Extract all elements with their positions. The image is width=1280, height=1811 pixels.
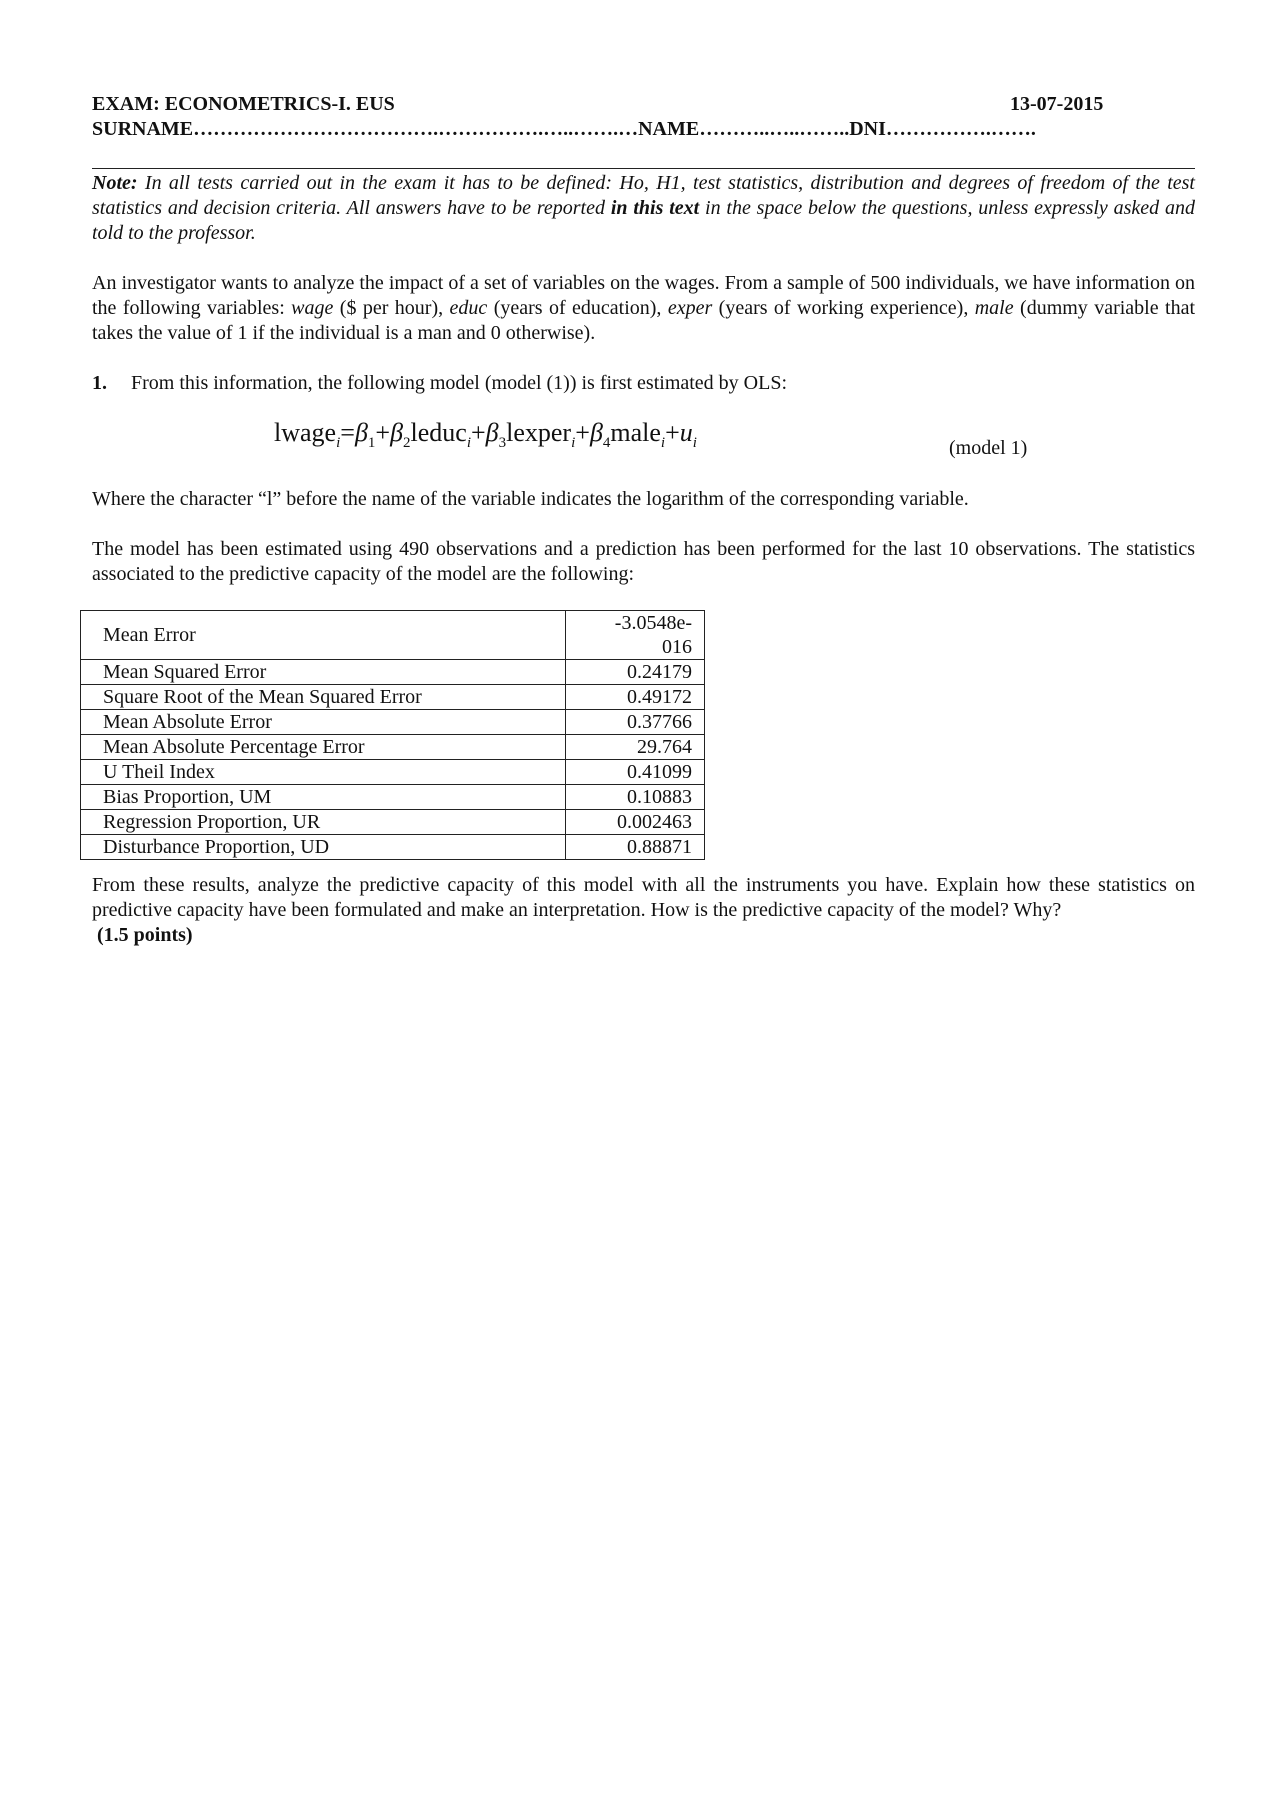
formula-equals: = bbox=[340, 418, 355, 447]
intro-text: (years of working experience), bbox=[712, 297, 975, 319]
where-paragraph: Where the character “l” before the name of the variable indicates the logarithm of the corresponding variable. bbox=[92, 488, 969, 510]
formula-beta: β bbox=[354, 418, 368, 447]
formula-beta: β bbox=[589, 418, 603, 447]
formula-plus: + bbox=[375, 418, 391, 447]
var-educ: educ bbox=[449, 297, 488, 319]
formula-u: u bbox=[679, 418, 693, 447]
formula-sub-i: i bbox=[692, 435, 697, 451]
var-male: male bbox=[974, 297, 1014, 319]
formula-sub-2: 2 bbox=[403, 435, 411, 451]
model-formula bbox=[274, 418, 697, 452]
table-row bbox=[81, 685, 705, 710]
stat-value: 0.37766 bbox=[566, 710, 705, 735]
stat-value: -3.0548e-016 bbox=[566, 611, 705, 660]
observations-paragraph: The model has been estimated using 490 observations and a prediction has been performed for the last 10 observations. The statistics associated to the predictive capacity of the model are the following: bbox=[92, 538, 1195, 585]
exam-title: EXAM: ECONOMETRICS-I. EUS bbox=[92, 93, 395, 115]
formula-lexper: lexper bbox=[506, 418, 572, 447]
formula-plus: + bbox=[575, 418, 590, 447]
formula-male: male bbox=[610, 418, 661, 447]
formula-sub-i: i bbox=[466, 435, 471, 451]
formula-sub-i: i bbox=[660, 435, 666, 451]
table-row bbox=[81, 660, 705, 685]
stat-label: Regression Proportion, UR bbox=[81, 810, 566, 835]
table-row bbox=[81, 810, 705, 835]
formula-sub-4: 4 bbox=[602, 435, 611, 451]
points-label: (1.5 points) bbox=[97, 924, 193, 946]
note-text-a: In all tests carried out in the exam it has to be defined: Ho, H1, test statistics, distribution and degrees of freedom of the test statistics and decision criteria. All answers have to be reported bbox=[92, 172, 1195, 219]
table-row bbox=[81, 710, 705, 735]
intro-text: An investigator wants to analyze the impact of a set of variables on the wages. From a sample of 500 individuals, we have information on the following variables: bbox=[92, 272, 1195, 319]
intro-paragraph bbox=[92, 271, 1195, 346]
stat-value: 0.88871 bbox=[566, 835, 705, 860]
intro-text: (dummy variable that takes the value of 1 if the individual is a man and 0 otherwise). bbox=[92, 297, 1196, 344]
formula-plus: + bbox=[471, 418, 486, 447]
stat-label: Mean Absolute Percentage Error bbox=[81, 735, 566, 760]
var-wage: wage bbox=[291, 297, 334, 319]
formula-sub-3: 3 bbox=[498, 435, 507, 451]
formula-sub-1: 1 bbox=[367, 435, 376, 451]
intro-text: (years of education), bbox=[487, 297, 668, 319]
formula-plus: + bbox=[665, 418, 680, 447]
results-question bbox=[92, 873, 1195, 948]
stat-label: Disturbance Proportion, UD bbox=[81, 835, 566, 860]
formula-sub-i: i bbox=[571, 435, 576, 451]
stat-label: Square Root of the Mean Squared Error bbox=[81, 685, 566, 710]
model-label: (model 1) bbox=[949, 437, 1028, 459]
stat-label: U Theil Index bbox=[81, 760, 566, 785]
stat-value: 0.41099 bbox=[566, 760, 705, 785]
table-row bbox=[81, 785, 705, 810]
header-divider bbox=[92, 168, 1195, 169]
student-id-line: SURNAME……………………………….…………….…..…….…NAME………..…..……..DNI…………….……. bbox=[92, 118, 1036, 140]
stat-value: 0.24179 bbox=[566, 660, 705, 685]
stat-value: 0.002463 bbox=[566, 810, 705, 835]
table-row bbox=[81, 760, 705, 785]
table-row bbox=[81, 835, 705, 860]
note-paragraph bbox=[92, 171, 1195, 246]
note-text-b: in the space below the questions, unless expressly asked and told to the professor. bbox=[92, 197, 1195, 244]
question-1 bbox=[92, 371, 1195, 396]
stat-label: Mean Error bbox=[81, 611, 566, 660]
stat-label: Bias Proportion, UM bbox=[81, 785, 566, 810]
note-emphasis: in this text bbox=[610, 197, 700, 219]
stat-value: 0.10883 bbox=[566, 785, 705, 810]
question-number: 1. bbox=[92, 372, 107, 394]
formula-beta: β bbox=[390, 418, 404, 447]
stat-label: Mean Absolute Error bbox=[81, 710, 566, 735]
prediction-stats-table bbox=[80, 610, 705, 860]
stat-value: 29.764 bbox=[566, 735, 705, 760]
formula-beta: β bbox=[485, 418, 499, 447]
formula-sub-i: i bbox=[336, 435, 341, 451]
results-text: From these results, analyze the predictive capacity of this model with all the instruments you have. Explain how these statistics on predictive capacity have been formulated and make an interpretation. How is the predictive capacity of the model? Why? bbox=[92, 874, 1195, 921]
question-text: From this information, the following model (model (1)) is first estimated by OLS: bbox=[131, 372, 788, 394]
table-row bbox=[81, 611, 705, 660]
stat-value: 0.49172 bbox=[566, 685, 705, 710]
formula-leduc: leduc bbox=[410, 418, 467, 447]
intro-text: ($ per hour), bbox=[333, 297, 450, 319]
table-row bbox=[81, 735, 705, 760]
note-label: Note: bbox=[92, 172, 138, 194]
formula-lwage: lwage bbox=[274, 418, 337, 447]
var-exper: exper bbox=[667, 297, 713, 319]
stat-label: Mean Squared Error bbox=[81, 660, 566, 685]
exam-date: 13-07-2015 bbox=[1010, 93, 1104, 115]
